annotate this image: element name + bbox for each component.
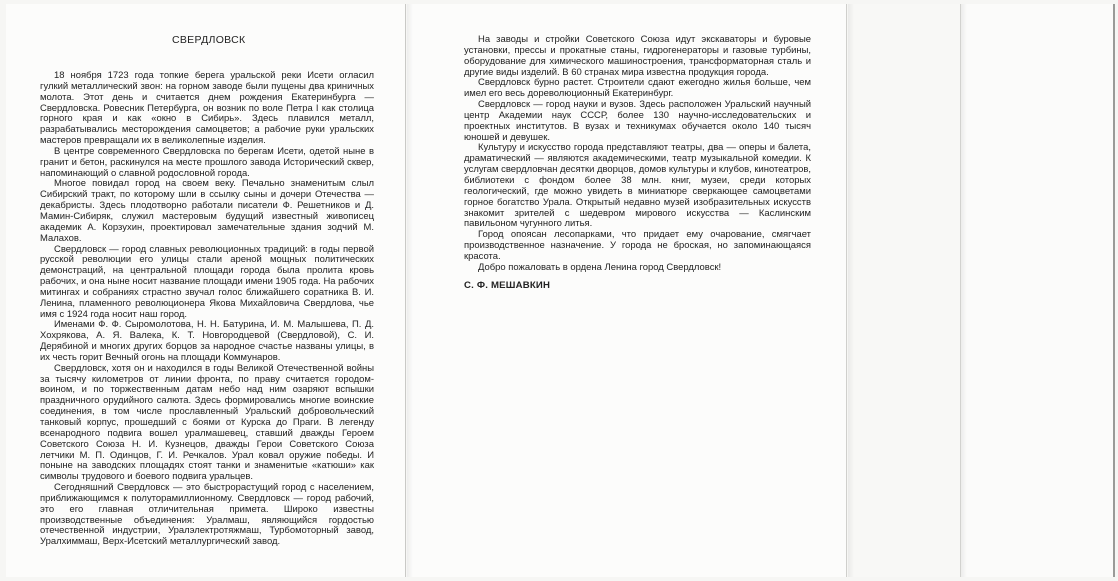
paragraph: Свердловск — город науки и вузов. Здесь расположен Уральский научный центр Академии наук СССР, более 130 научно-исследовательских и проектных институтов. В вузах и техникумах обучается около 140 тысяч юношей и девушек. [464,99,811,143]
paragraph: Добро пожаловать в ордена Ленина город Свердловск! [478,261,722,273]
paragraph: Именами Ф. Ф. Сыромолотова, Н. Н. Батурина, И. М. Малышева, П. Д. Хохрякова, А. Я. Валека, К. Т. Новгородцевой (Свердловой), С. И. Дерябиной и многих других борцов за народное счастье названы улицы, в их честь горит Вечный огонь на площади Коммунаров. [40,319,374,363]
paragraph: Свердловск бурно растет. Строители сдают ежегодно жилья больше, чем имел его весь дореволюционный Екатеринбург. [464,77,811,100]
left-text-block [40,71,374,548]
paragraph: Свердловск — город славных революционных традиций: в годы первой русской революции его улицы стали ареной мощных политических демонстраций, на центральной площади города была пролита кровь рабочих, и она ныне носит название площади имени 1905 года. На рабочих митингах и собраниях страстно звучал голос ближайшего соратника В. И. Ленина, пламенного революционера Якова Михайловича Свердлова, чье имя с 1924 года носит наш город. [40,243,374,320]
paragraph: Свердловск, хотя он и находился в годы Великой Отечественной войны за тысячу километров от линии фронта, по праву считается городом-воином, и по торжественным датам небо над ним озаряют вспышки праздничного орудийного салюта. Здесь формировались многие воинские соединения, в том числе прославленный Уральский добровольческий танковый корпус, прошедший с боями от Курска до Праги. В легенду всенародного подвига вошел уралмашевец, ставший дважды Героем Советского Союза Н. И. Кузнецов, дважды Герои Советского Союза летчики М. П. Одинцов, Г. И. Речкалов. Урал ковал оружие победы. И поныне на заводских площадях стоят танки и знаменитые «катюши» как символы трудового и боевого подвига уральцев. [40,362,374,483]
fold-shadow [848,4,854,577]
fold-shadow [407,4,413,577]
page-title: СВЕРДЛОВСК [172,34,246,46]
paragraph: В центре современного Свердловска по берегам Исети, одетой ныне в гранит и бетон, раскинулся на месте прошлого завода Исторический сквер, напоминающий о славной родословной города. [40,145,374,179]
paragraph: 18 ноября 1723 года топкие берега уральской реки Исети огласил гулкий металлический звон: на горном заводе были пущены два криничных молота. Этот день и считается днем рождения Екатеринбурга — Свердловска. Ровесник Петербурга, он возник по воле Петра I как столица горного края и как «окно в Сибирь». Здесь плавился металл, разрабатывались месторождения самоцветов; а рабочие руки уральских мастеров превращали их в великолепные изделия. [40,70,374,147]
paragraph: Многое повидал город на своем веку. Печально знаменитым слыл Сибирский тракт, по которому шли в ссылку сыны и дочери Отечества — декабристы. Здесь плодотворно работали писатели Ф. Решетников и Д. Мамин-Сибиряк, служил мастеровым будущий известный живописец академик А. Корзухин, проектировал замечательные здания зодчий М. Малахов. [40,178,374,244]
folded-flap [961,4,1115,577]
paragraph: Сегодняшний Свердловск — это быстрорастущий город с населением, приближающимся к полуторамиллионному. Свердловск — город рабочий, это его главная отличительная примета. Широко известны производственные объединения: Уралмаш, являющийся гордостью отечественной индустрии, Уралэлектротяжмаш, Турбомоторный завод, Уралхиммаш, Верх-Исетский металлургический завод. [40,482,374,548]
author-signature: С. Ф. МЕШАВКИН [464,279,551,291]
paragraph: Город опоясан лесопарками, что придает ему очарование, смягчает производственное назначение. У города не броская, но запоминающаяся красота. [464,229,811,262]
paragraph: На заводы и стройки Советского Союза идут экскаваторы и буровые установки, прессы и прокатные станы, гидрогенераторы и газовые турбины, оборудование для химического машиностроения, трансформаторная сталь и другие виды изделий. В 60 странах мира известна продукция города. [464,34,811,78]
folded-flap [848,4,961,577]
paragraph: Культуру и искусство города представляют театры, два — оперы и балета, драматический — являются академическими, театр музыкальной комедии. К услугам свердловчан десятки дворцов, домов культуры и клубов, кинотеатров, библиотеки с фондом более 38 млн. книг, музеи, среди которых геологический, где можно увидеть в миниатюре сверкающее самоцветами горное богатство Урала. Открытый недавно музей изобразительных искусств знакомит зрителей с шедевром мирового искусства — Каслинским павильоном чугунного литья. [464,142,811,230]
right-text-block [464,35,811,291]
fold-shadow [961,4,967,577]
